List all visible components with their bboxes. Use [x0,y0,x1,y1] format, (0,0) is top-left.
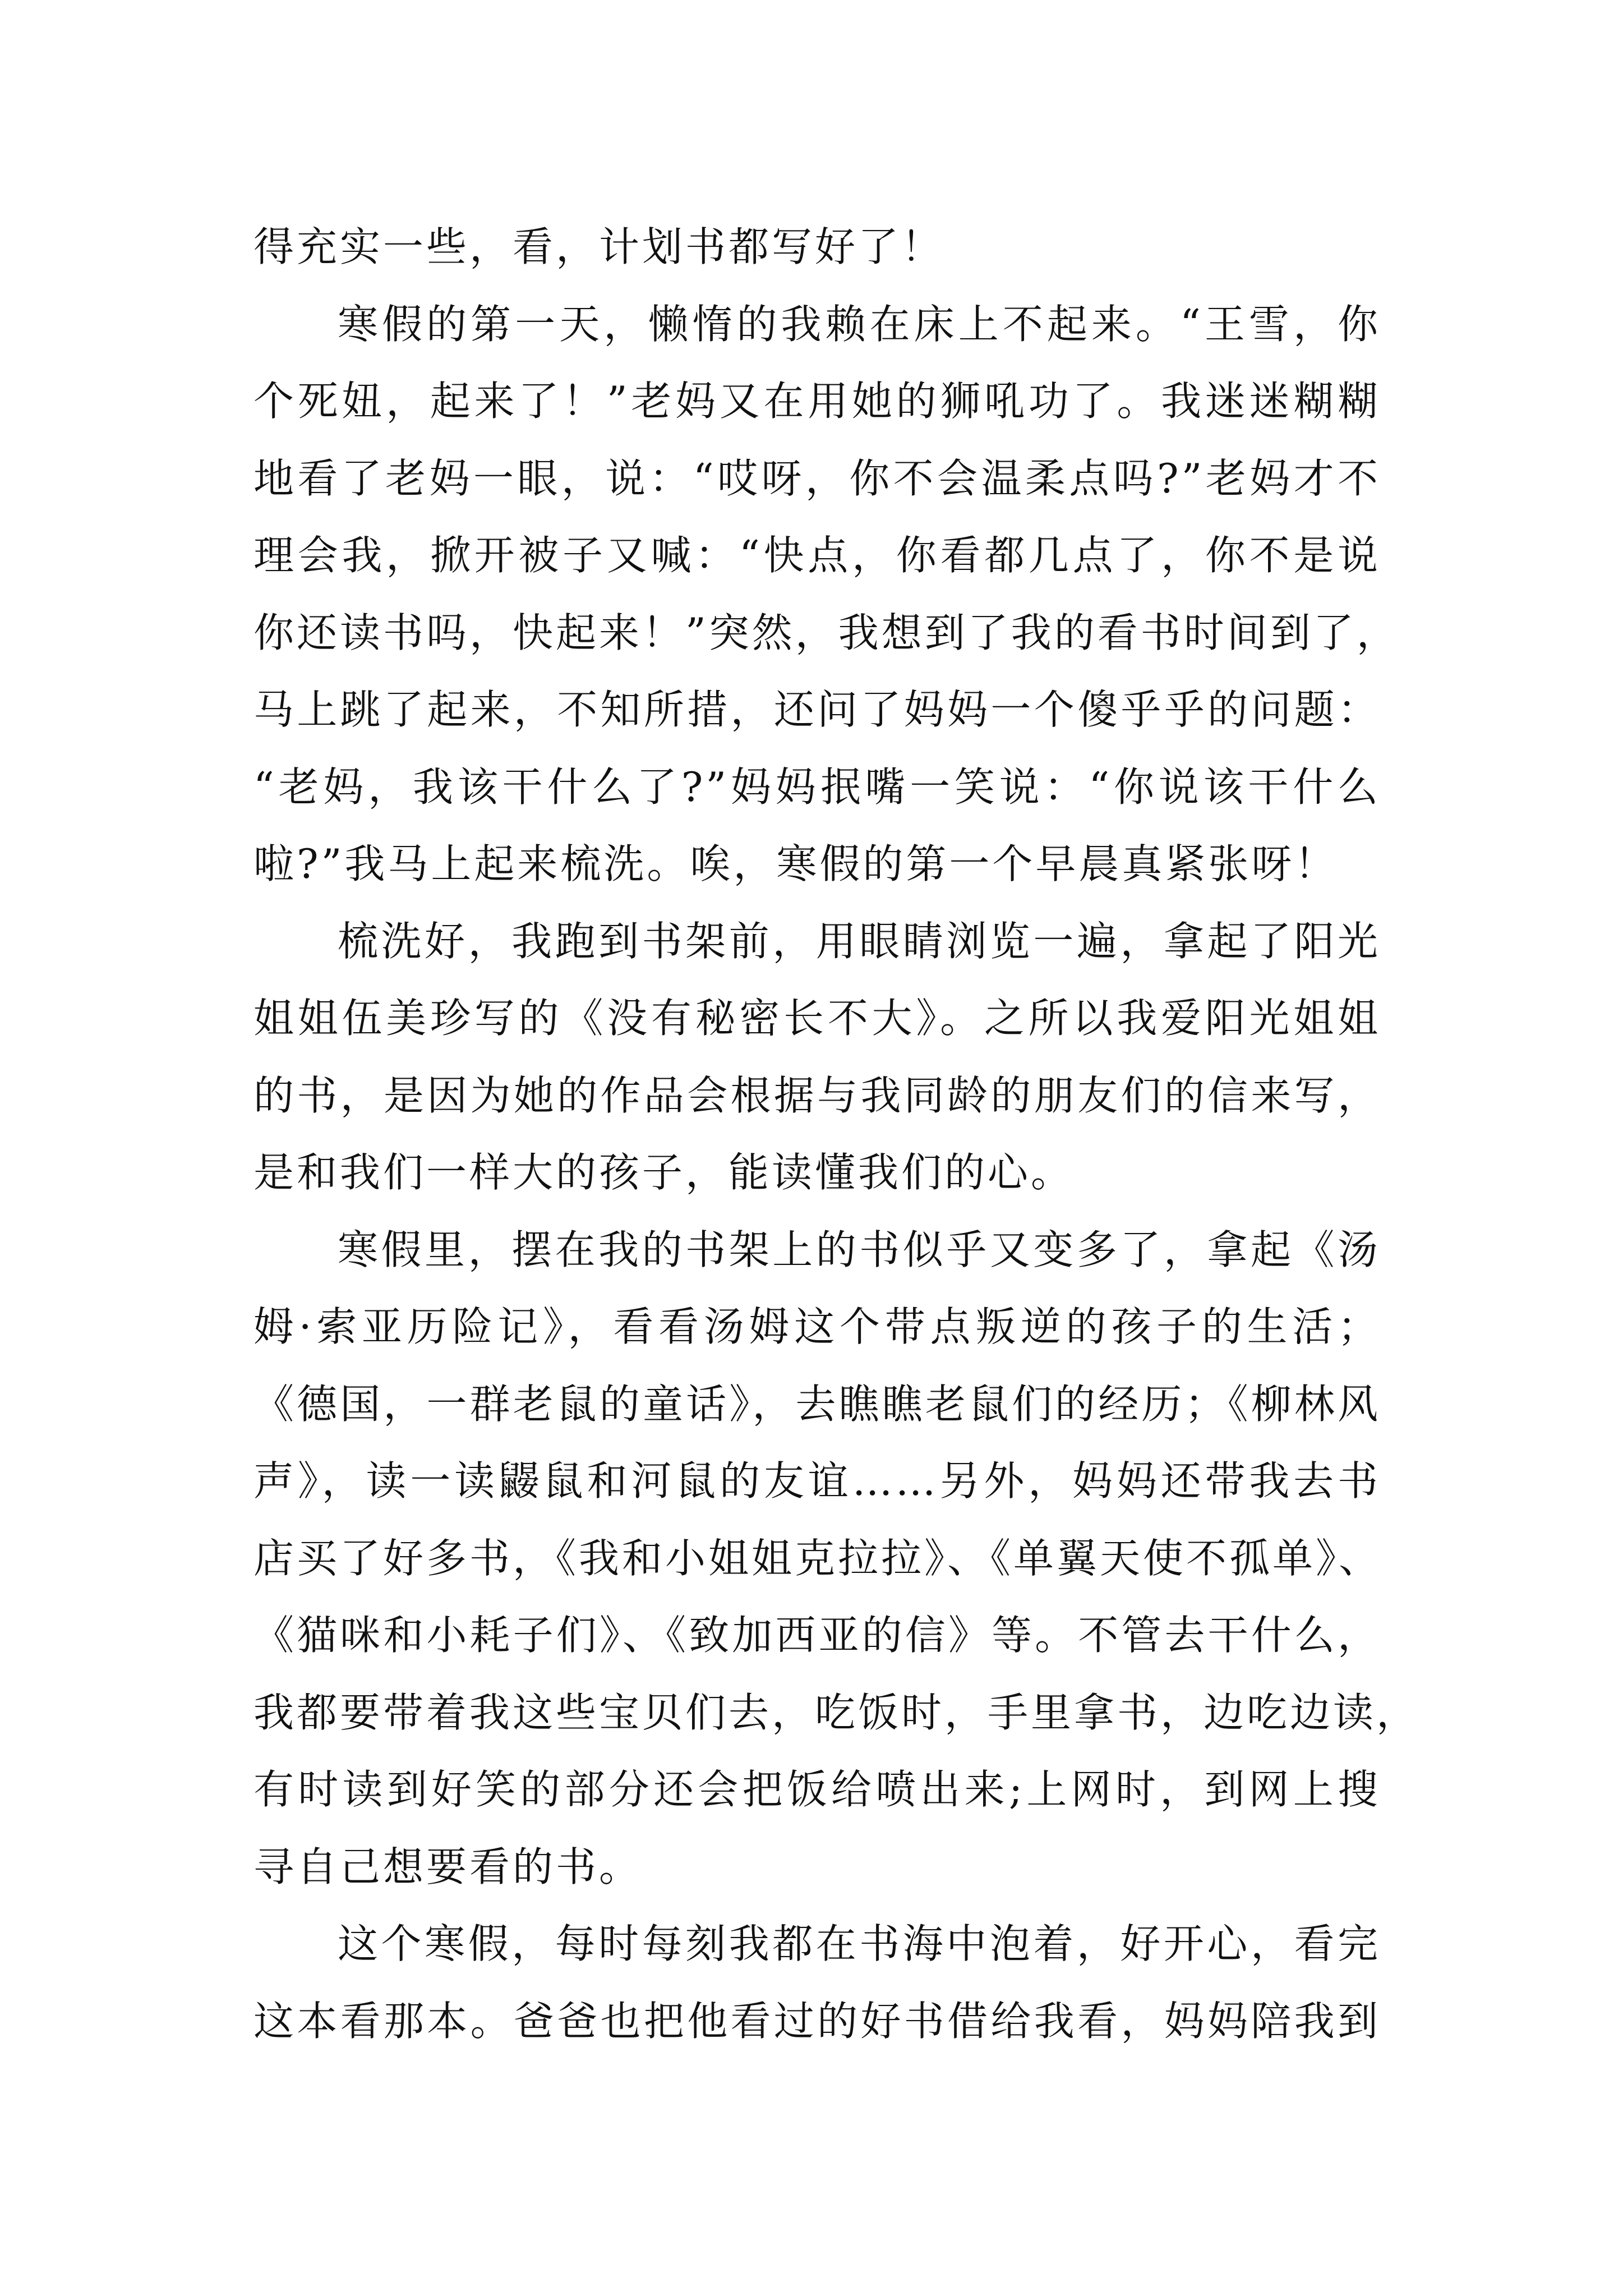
text-line: 个死妞，起来了！”老妈又在用她的狮吼功了。我迷迷糊糊 [253,378,1381,425]
text-line: 寒假的第一天，懒惰的我赖在床上不起来。“王雪，你 [338,300,1381,348]
text-line: 这本看那本。爸爸也把他看过的好书借给我看，妈妈陪我到 [253,1997,1381,2045]
text-line: 你还读书吗，快起来！”突然，我想到了我的看书时间到了， [253,609,1400,656]
text-line: 店买了好多书，《我和小姐姐克拉拉》、《单翼天使不孤单》、 [253,1534,1382,1582]
text-line: 这个寒假，每时每刻我都在书海中泡着，好开心，看完 [338,1920,1381,1967]
text-line: 姐姐伍美珍写的《没有秘密长不大》。之所以我爱阳光姐姐 [253,995,1381,1042]
text-line: 我都要带着我这些宝贝们去，吃饭时，手里拿书，边吃边读， [253,1688,1420,1736]
text-line: “老妈，我该干什么了?”妈妈抿嘴一笑说：“你说该干什么 [253,763,1381,811]
text-line: 姆·索亚历险记》，看看汤姆这个带点叛逆的孩子的生活； [253,1303,1381,1350]
text-line: 梳洗好，我跑到书架前，用眼睛浏览一遍，拿起了阳光 [338,917,1381,965]
text-line: 声》，读一读鼹鼠和河鼠的友谊……另外，妈妈还带我去书 [253,1457,1381,1504]
text-line: 是和我们一样大的孩子，能读懂我们的心。 [253,1149,1075,1196]
essay-body [253,209,1420,2060]
text-line: 啦?”我马上起来梳洗。唉，寒假的第一个早晨真紧张呀！ [253,840,1338,887]
text-line: 《德国，一群老鼠的童话》，去瞧瞧老鼠们的经历；《柳林风 [253,1380,1381,1428]
text-line: 寒假里，摆在我的书架上的书似乎又变多了，拿起《汤 [338,1226,1381,1273]
text-line: 寻自己想要看的书。 [253,1843,643,1890]
text-line: 《猫咪和小耗子们》、《致加西亚的信》等。不管去干什么， [253,1612,1381,1659]
text-line: 地看了老妈一眼，说：“哎呀，你不会温柔点吗?”老妈才不 [253,454,1381,502]
text-line: 得充实一些，看，计划书都写好了！ [253,223,945,270]
text-line: 马上跳了起来，不知所措，还问了妈妈一个傻乎乎的问题： [253,686,1381,733]
text-line: 理会我，掀开被子又喊：“快点，你看都几点了，你不是说 [253,532,1381,579]
text-line: 的书，是因为她的作品会根据与我同龄的朋友们的信来写， [253,1071,1381,1119]
text-line: 有时读到好笑的部分还会把饭给喷出来;上网时，到网上搜 [253,1766,1381,1813]
